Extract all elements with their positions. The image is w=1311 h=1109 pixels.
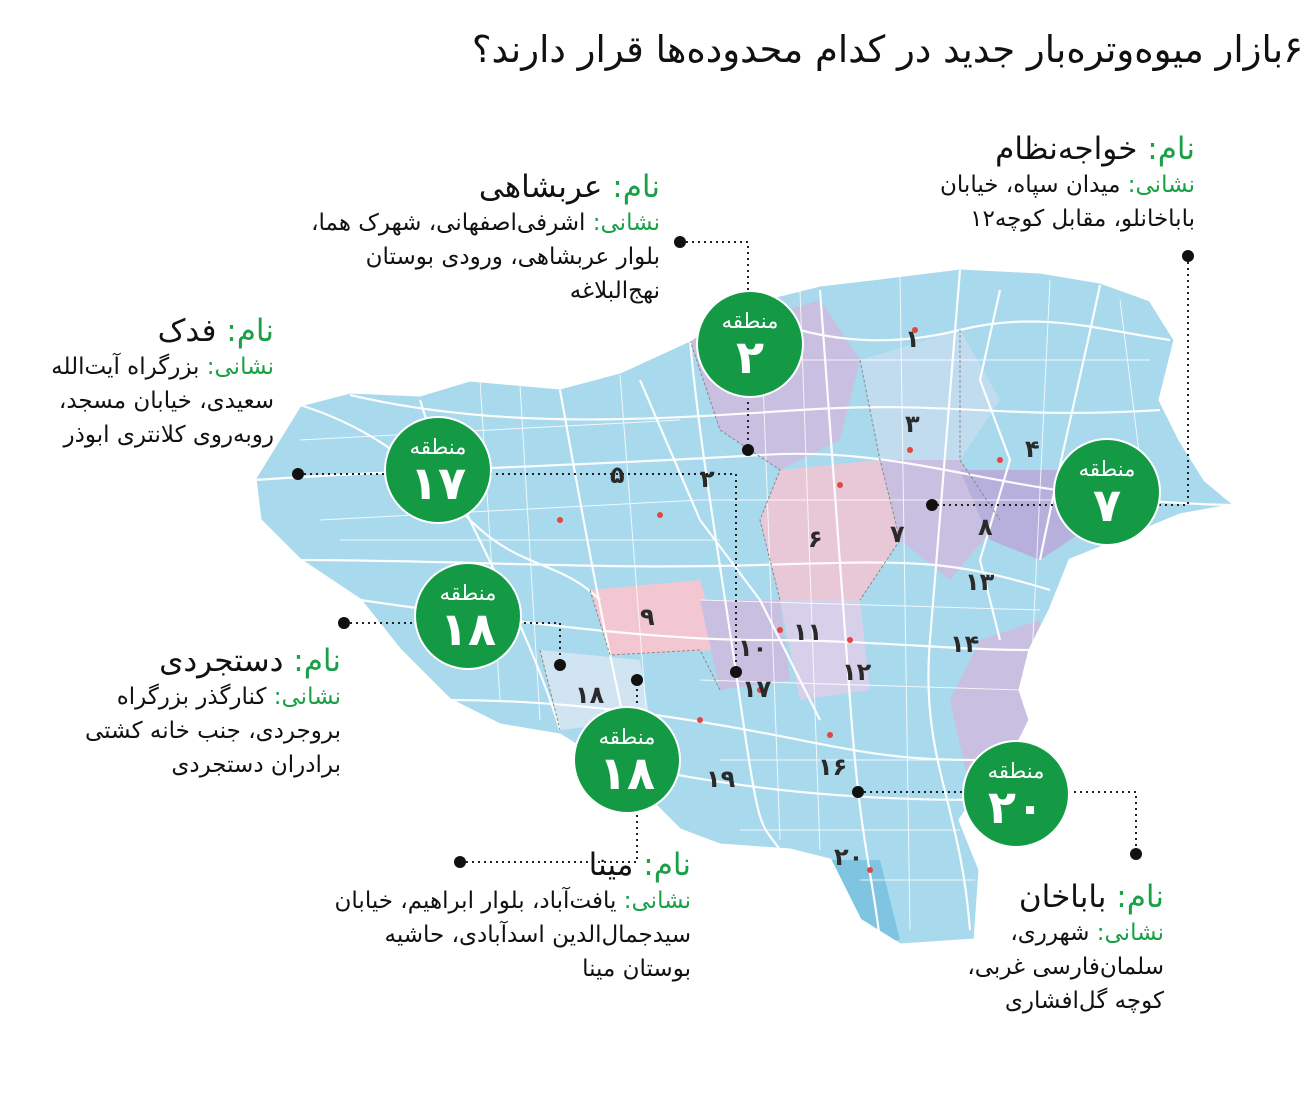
region-word: منطقه <box>721 309 779 333</box>
district-label: ۷ <box>890 520 905 548</box>
market-address-row <box>321 884 691 986</box>
market-name-row <box>4 312 274 350</box>
district-label: ۱۹ <box>706 765 736 793</box>
region-word: منطقه <box>439 581 497 605</box>
name-label: نام: <box>612 169 660 205</box>
region-badge-18b <box>575 708 679 812</box>
district-label: ۱۷ <box>742 675 772 703</box>
region-word: منطقه <box>598 725 656 749</box>
district-label: ۴ <box>1025 435 1040 463</box>
market-name: فدک <box>157 313 217 349</box>
market-name: خواجه‌نظام <box>995 131 1138 167</box>
name-label: نام: <box>226 313 274 349</box>
district-label: ۱۴ <box>950 630 980 658</box>
market-info-fadak <box>4 312 274 452</box>
district-label: ۱۱ <box>793 618 823 646</box>
address-label: نشانی: <box>1096 920 1164 946</box>
region-number: ۱۸ <box>439 602 497 656</box>
region-word: منطقه <box>409 435 467 459</box>
district-label: ۸ <box>978 513 993 541</box>
market-dot <box>554 659 566 671</box>
address-label: نشانی: <box>206 354 274 380</box>
market-dot <box>1182 250 1194 262</box>
page-title: ۶بازار میوه‌وتره‌بار جدید در کدام محدوده‌ها قرار دارند؟ <box>471 28 1303 71</box>
market-name: باباخان <box>1018 879 1107 915</box>
market-name: دستجردی <box>159 643 284 679</box>
market-dot <box>742 444 754 456</box>
district-label: ۶ <box>808 525 823 553</box>
district-label: ۱۸ <box>575 681 605 709</box>
region-badge-17 <box>386 418 490 522</box>
market-name-row <box>240 168 660 206</box>
district-label: ۱۶ <box>818 753 848 781</box>
market-address-row <box>4 350 274 452</box>
market-address: شهرری، سلمان‌فارسی غربی، کوچه گل‌افشاری <box>967 920 1164 1014</box>
market-address-row <box>51 680 341 782</box>
region-badge-20 <box>964 742 1068 846</box>
market-address: بزرگراه آیت‌الله سعیدی، خیابان مسجد، روبه‌روی کلانتری ابوذر <box>51 354 274 448</box>
region-badge-18a <box>416 564 520 668</box>
market-dot <box>674 236 686 248</box>
market-info-dastjerdi <box>41 642 341 782</box>
market-name: عربشاهی <box>478 169 603 205</box>
region-number: ۲۰ <box>987 780 1045 834</box>
address-label: نشانی: <box>592 210 660 236</box>
market-address: یافت‌آباد، بلوار ابراهیم، خیابان سیدجمال‌الدین اسدآبادی، حاشیه بوستان مینا <box>334 888 691 982</box>
name-label: نام: <box>643 847 691 883</box>
address-label: نشانی: <box>273 684 341 710</box>
district-label: ۲ <box>700 465 715 493</box>
market-dot <box>1130 848 1142 860</box>
district-label: ۱۳ <box>965 568 995 596</box>
market-address: اشرفی‌اصفهانی، شهرک هما، بلوار عربشاهی، ورودی بوستان نهج‌البلاغه <box>311 210 660 304</box>
address-label: نشانی: <box>623 888 691 914</box>
market-dot <box>730 666 742 678</box>
region-number: ۷ <box>1092 478 1122 532</box>
district-label: ۹ <box>640 603 655 631</box>
market-dot <box>338 617 350 629</box>
region-word: منطقه <box>1078 457 1136 481</box>
market-address-row <box>954 916 1164 1018</box>
region-number: ۲ <box>735 330 765 384</box>
district-label: ۱۰ <box>738 634 768 662</box>
district-9-area <box>590 580 720 655</box>
market-dot <box>292 468 304 480</box>
market-address: کنارگذر بزرگراه بروجردی، جنب خانه کشتی برادران دستجردی <box>85 684 341 778</box>
market-name: مینا <box>588 847 634 883</box>
address-label: نشانی: <box>1127 172 1195 198</box>
market-name-row <box>311 846 691 884</box>
region-number: ۱۷ <box>409 456 467 510</box>
market-name-row <box>775 130 1195 168</box>
market-info-babakhan <box>884 878 1164 1018</box>
district-label: ۲۰ <box>834 843 864 871</box>
district-label: ۵ <box>610 461 625 489</box>
market-info-khajenezam <box>775 130 1195 236</box>
name-label: نام: <box>1147 131 1195 167</box>
market-dot <box>852 786 864 798</box>
district-label: ۱ <box>905 325 920 353</box>
region-badge-7 <box>1055 440 1159 544</box>
region-badge-2 <box>698 292 802 396</box>
market-name-row <box>41 642 341 680</box>
name-label: نام: <box>293 643 341 679</box>
market-address-row <box>895 168 1195 236</box>
market-dot <box>631 674 643 686</box>
region-number: ۱۸ <box>598 746 656 800</box>
market-info-arabshahi <box>240 168 660 308</box>
market-dot <box>926 499 938 511</box>
district-label: ۳ <box>905 410 920 438</box>
region-word: منطقه <box>987 759 1045 783</box>
market-name-row <box>884 878 1164 916</box>
market-address-row <box>310 206 660 308</box>
name-label: نام: <box>1116 879 1164 915</box>
market-info-mina <box>311 846 691 986</box>
market-address: میدان سپاه، خیابان باباخانلو، مقابل کوچه۱۲ <box>940 172 1195 232</box>
district-label: ۱۲ <box>842 658 872 686</box>
